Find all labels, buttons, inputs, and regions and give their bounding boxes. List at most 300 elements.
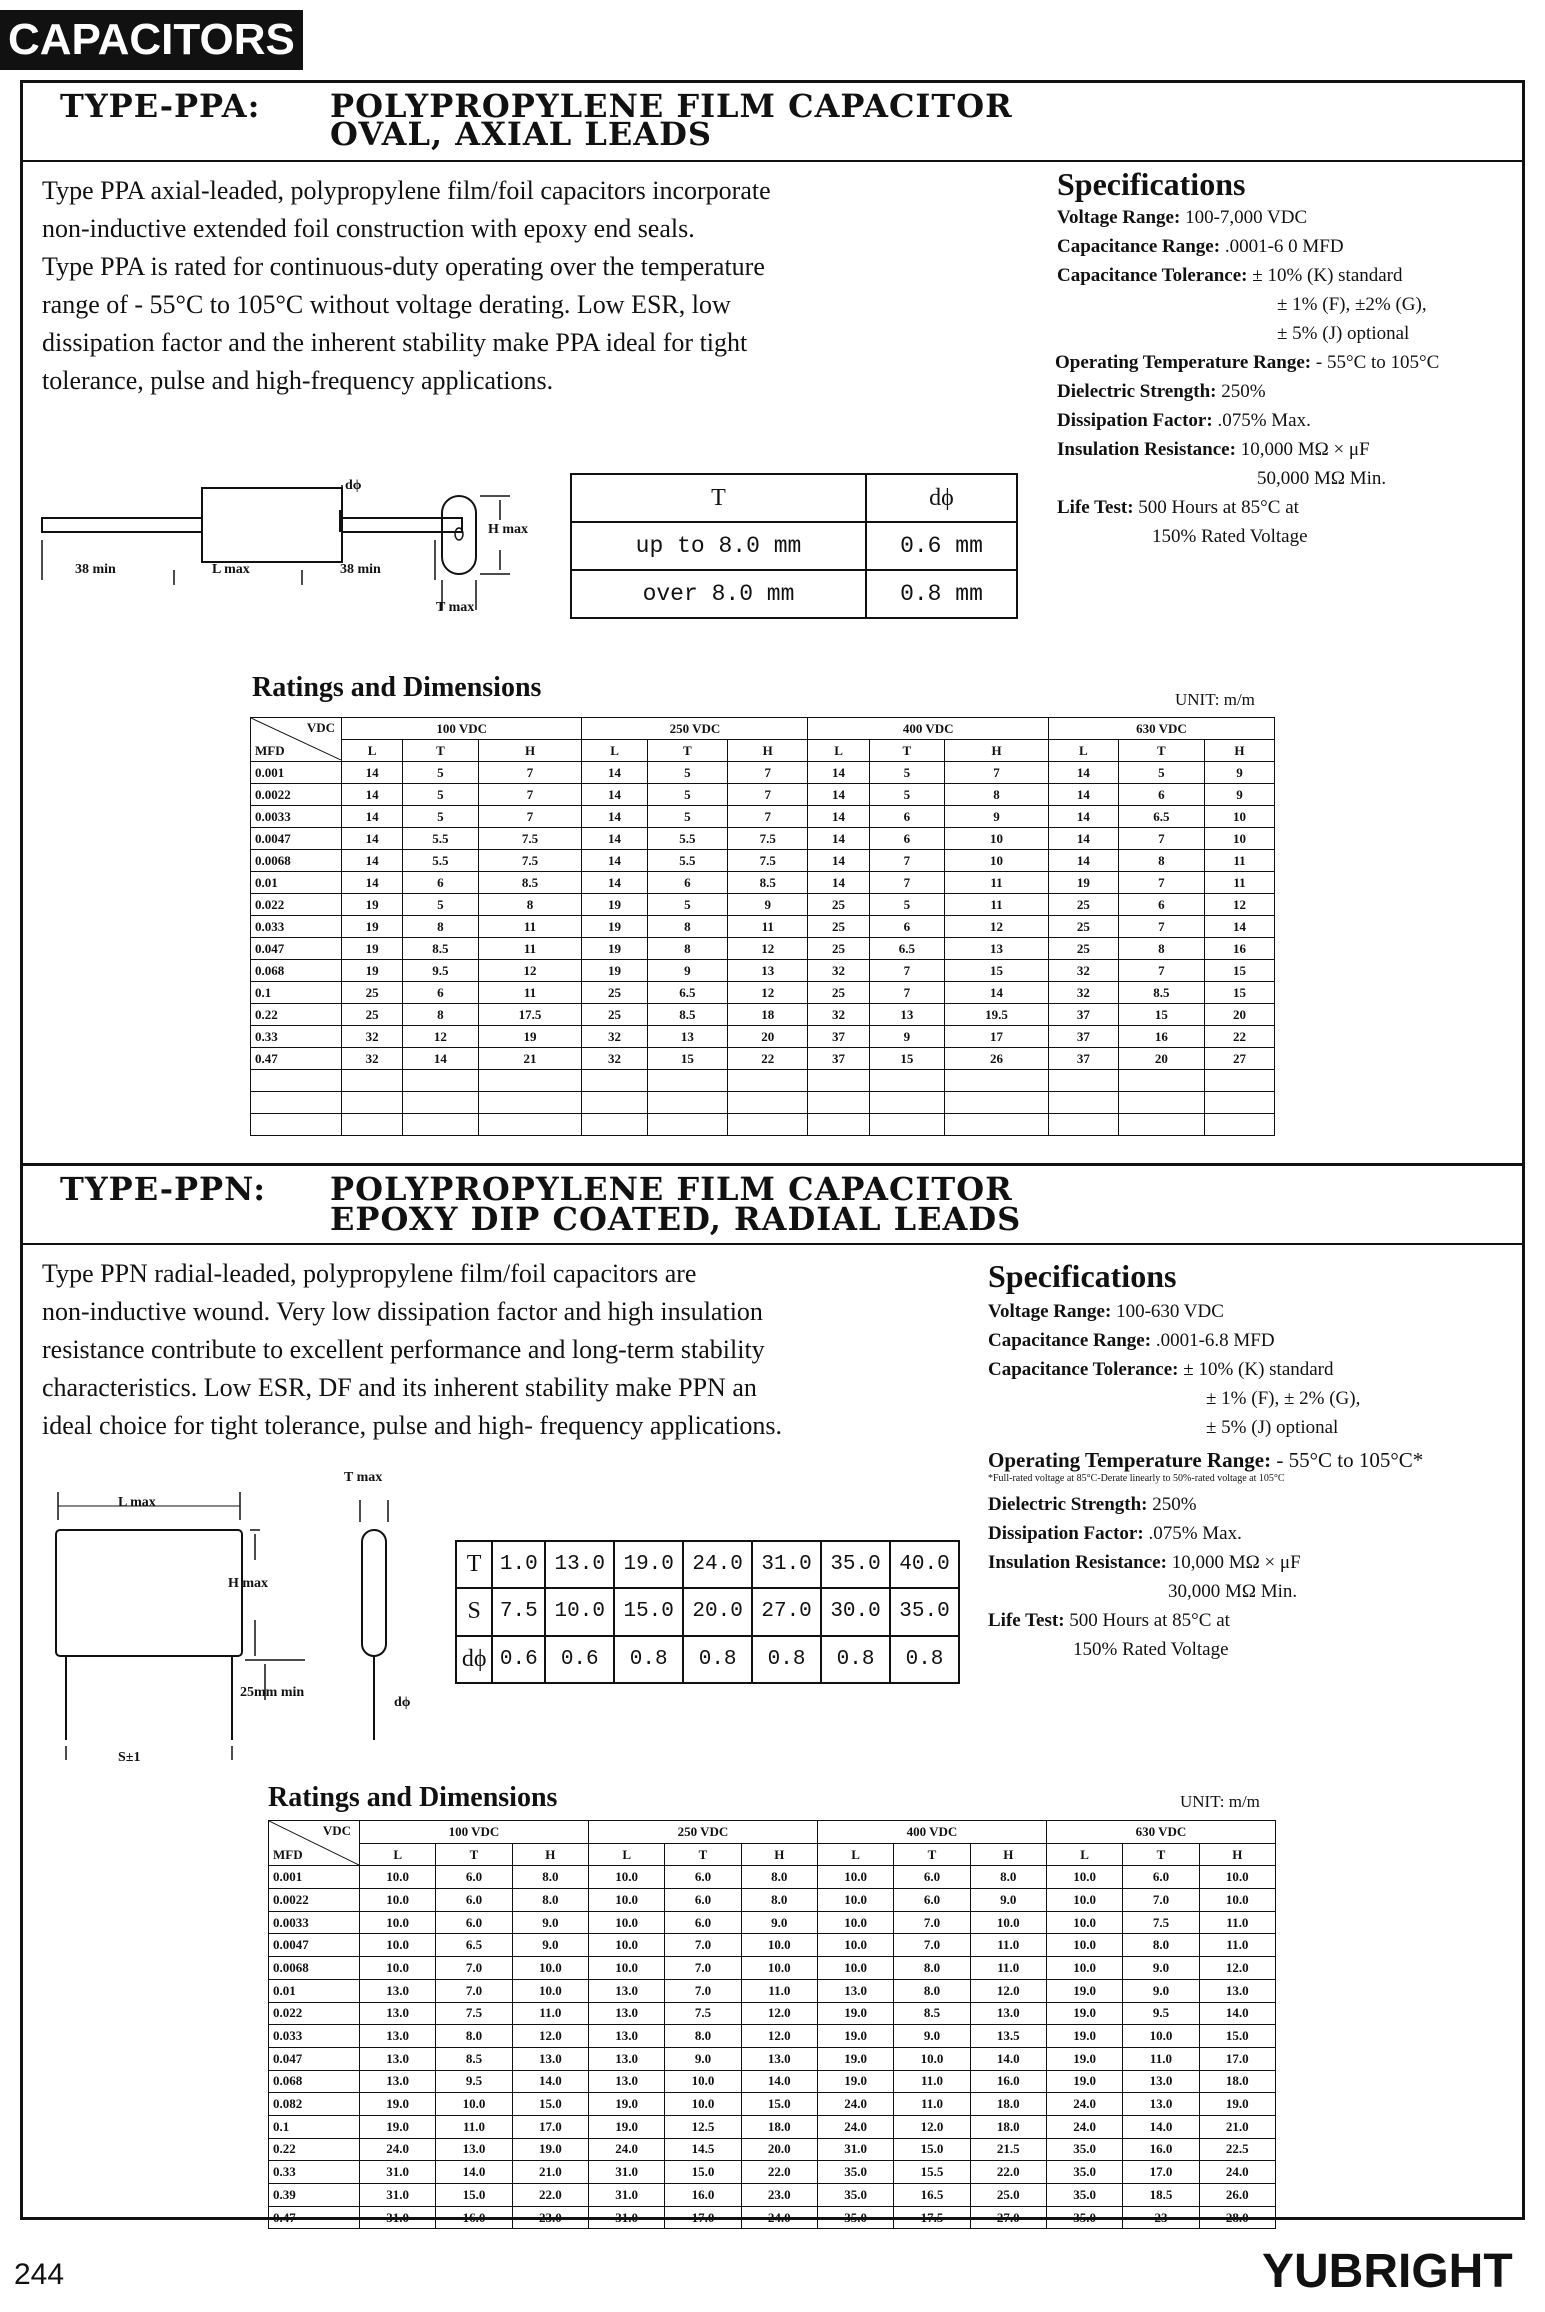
table-cell (647, 1114, 727, 1136)
table-cell (582, 1092, 647, 1114)
table-cell: 10.0 (588, 1957, 664, 1980)
column-header: H (741, 1843, 817, 1866)
table-row (251, 938, 1275, 960)
ppn-unit: UNIT: m/m (1180, 1792, 1260, 1811)
table-cell: 18.0 (970, 2115, 1046, 2138)
table-cell: 14 (342, 872, 403, 894)
ppa-ratings-table (250, 717, 1275, 1136)
table-cell: 9 (1204, 784, 1274, 806)
table-cell: 13.0 (817, 1979, 893, 2002)
table-cell: 6.0 (894, 1889, 970, 1912)
table-cell: 32 (1048, 960, 1118, 982)
table-cell: 11.0 (894, 2093, 970, 2116)
table-cell (478, 1114, 582, 1136)
table-cell (1118, 1092, 1204, 1114)
text-line: ideal choice for tight tolerance, pulse and high- frequency applications. (42, 1411, 782, 1440)
brand-logo: YUBRIGHT (1262, 2245, 1513, 2298)
table-row (269, 1979, 1276, 2002)
table-cell: 8.0 (512, 1866, 588, 1889)
table-cell: 7.0 (894, 1934, 970, 1957)
table-cell (403, 1114, 478, 1136)
table-cell: 14 (582, 872, 647, 894)
table-cell: 10.0 (817, 1911, 893, 1934)
table-cell: 7 (869, 850, 944, 872)
table-row (269, 2161, 1276, 2184)
table-cell: 5 (1118, 762, 1204, 784)
ppn-hmax-label: H max (228, 1576, 269, 1591)
table-cell: 12.0 (894, 2115, 970, 2138)
ppa-spec-list (1057, 203, 1527, 551)
corner-mfd: MFD (273, 1847, 303, 1863)
table-cell: 22.0 (970, 2161, 1046, 2184)
table-cell: 27.0 (970, 2206, 1046, 2229)
table-cell: 15.0 (1199, 2025, 1275, 2048)
table-cell: 25 (582, 982, 647, 1004)
divider (20, 1243, 1525, 1245)
table-cell: 11.0 (970, 1934, 1046, 1957)
ppa-title-line2: OVAL, AXIAL LEADS (330, 115, 712, 153)
table-header: T (571, 474, 866, 522)
table-cell: 10.0 (1199, 1866, 1275, 1889)
ppn-dphi-label: dϕ (394, 1695, 411, 1710)
table-cell: 31.0 (588, 2161, 664, 2184)
table-cell: 27 (1204, 1048, 1274, 1070)
table-cell: 19 (342, 960, 403, 982)
table-cell: 10.0 (1199, 1889, 1275, 1912)
table-cell: 19 (582, 960, 647, 982)
table-cell: 35.0 (1046, 2184, 1122, 2207)
table-cell: 7.5 (665, 2002, 741, 2025)
table-cell: 8.5 (403, 938, 478, 960)
table-cell: 10.0 (436, 2093, 512, 2116)
spec-row: Insulation Resistance: 10,000 MΩ × μF (988, 1552, 1301, 1573)
table-cell: 19 (478, 1026, 582, 1048)
table-cell: 31.0 (360, 2206, 436, 2229)
table-cell: 10.0 (817, 1866, 893, 1889)
table-cell: 10.0 (360, 1957, 436, 1980)
table-cell: 12 (1204, 894, 1274, 916)
table-cell: 14 (342, 762, 403, 784)
table-cell: 24.0 (817, 2115, 893, 2138)
table-row (251, 894, 1275, 916)
text-line: tolerance, pulse and high-frequency applications. (42, 366, 554, 395)
table-row (269, 2206, 1276, 2229)
table-cell: 14 (403, 1048, 478, 1070)
table-cell: 14 (582, 762, 647, 784)
spec-row: Capacitance Range: .0001-6.8 MFD (988, 1330, 1275, 1351)
column-header: H (1204, 740, 1274, 762)
table-cell: 37 (808, 1048, 869, 1070)
table-cell: 14 (1048, 762, 1118, 784)
table-cell: 22 (1204, 1026, 1274, 1048)
table-cell: 15 (647, 1048, 727, 1070)
table-cell: 8 (1118, 938, 1204, 960)
table-cell: 5 (403, 894, 478, 916)
table-cell: 35.0 (817, 2161, 893, 2184)
table-cell: 11 (478, 916, 582, 938)
corner-vdc: VDC (306, 720, 335, 735)
table-cell: 7 (869, 960, 944, 982)
table-cell: 10 (1204, 806, 1274, 828)
table-cell: 14 (342, 850, 403, 872)
table-cell: 37 (1048, 1026, 1118, 1048)
table-cell: 19 (342, 916, 403, 938)
table-cell: 35.0 (817, 2184, 893, 2207)
table-cell: 12.0 (741, 2002, 817, 2025)
table-cell: 30.0 (821, 1588, 890, 1635)
column-header: H (512, 1843, 588, 1866)
table-cell: 9.5 (436, 2070, 512, 2093)
table-cell: 0.8 mm (866, 570, 1017, 618)
table-cell: 9 (727, 894, 807, 916)
table-cell (403, 1092, 478, 1114)
column-header: L (817, 1843, 893, 1866)
ppa-dphi-label: dϕ (345, 478, 362, 493)
table-cell: 10.0 (817, 1957, 893, 1980)
mfd-cell: 0.047 (251, 938, 342, 960)
table-cell: 31.0 (752, 1541, 821, 1588)
table-cell: 7.5 (492, 1588, 545, 1635)
table-cell: 10.0 (588, 1889, 664, 1912)
table-cell: 5.5 (403, 850, 478, 872)
spec-row: ± 5% (J) optional (1206, 1417, 1339, 1438)
table-cell: 7.0 (665, 1979, 741, 2002)
voltage-header: 100 VDC (342, 718, 582, 740)
table-cell: 13.0 (588, 2047, 664, 2070)
table-cell: 19.0 (817, 2047, 893, 2070)
table-cell: 6.0 (436, 1866, 512, 1889)
table-cell: 20 (1118, 1048, 1204, 1070)
table-cell: 19.5 (945, 1004, 1049, 1026)
table-cell: 7 (945, 762, 1049, 784)
table-row (251, 982, 1275, 1004)
mfd-cell: 0.068 (251, 960, 342, 982)
table-cell: 7 (1118, 828, 1204, 850)
table-cell (582, 1114, 647, 1136)
table-cell: 14.0 (1123, 2115, 1199, 2138)
table-row (269, 2047, 1276, 2070)
table-cell: 13.0 (1199, 1979, 1275, 2002)
column-header: L (808, 740, 869, 762)
table-cell: 10.0 (360, 1866, 436, 1889)
table-cell: 9.5 (1123, 2002, 1199, 2025)
table-cell: 10 (1204, 828, 1274, 850)
table-cell: 7.0 (894, 1911, 970, 1934)
voltage-header: 400 VDC (808, 718, 1048, 740)
table-cell: 19.0 (1046, 2070, 1122, 2093)
table-cell: 5.5 (647, 850, 727, 872)
ppa-type-label: TYPE-PPA: (60, 87, 261, 125)
table-cell: 7.5 (478, 828, 582, 850)
table-cell: 14 (1048, 806, 1118, 828)
table-cell: over 8.0 mm (571, 570, 866, 618)
corner-mfd: MFD (255, 743, 285, 758)
table-cell: 15.0 (436, 2184, 512, 2207)
table-cell: 14 (945, 982, 1049, 1004)
table-cell: 8 (403, 1004, 478, 1026)
mfd-cell: 0.01 (251, 872, 342, 894)
table-cell: 16.0 (436, 2206, 512, 2229)
table-cell: 5 (647, 894, 727, 916)
table-cell: 10.0 (588, 1934, 664, 1957)
ppn-spec-title: Specifications (988, 1258, 1177, 1294)
mfd-cell: 0.068 (269, 2070, 360, 2093)
table-cell: 14 (582, 806, 647, 828)
mfd-cell: 0.047 (269, 2047, 360, 2070)
spec-row: 30,000 MΩ Min. (1168, 1581, 1298, 1602)
table-cell: 22.5 (1199, 2138, 1275, 2161)
table-row (269, 1957, 1276, 1980)
table-cell: 9.0 (970, 1889, 1046, 1912)
spec-row: Operating Temperature Range: - 55°C to 105°C* (988, 1448, 1424, 1472)
table-cell: 19 (342, 938, 403, 960)
table-cell: 15 (869, 1048, 944, 1070)
table-cell: 37 (1048, 1048, 1118, 1070)
table-cell: 19.0 (1046, 2002, 1122, 2025)
mfd-cell: 0.0033 (251, 806, 342, 828)
voltage-header: 250 VDC (582, 718, 808, 740)
table-cell (647, 1092, 727, 1114)
column-header: T (665, 1843, 741, 1866)
mfd-cell: 0.0022 (251, 784, 342, 806)
table-cell (945, 1070, 1049, 1092)
table-cell: 8 (478, 894, 582, 916)
divider (20, 160, 1525, 162)
table-cell: 6 (1118, 894, 1204, 916)
table-row (269, 2138, 1276, 2161)
ppn-ratings-table (268, 1820, 1276, 2229)
table-cell: 7.0 (1123, 1889, 1199, 1912)
table-cell: 14 (808, 828, 869, 850)
row-header: S (456, 1588, 492, 1635)
table-cell: 19 (1048, 872, 1118, 894)
table-cell: 8.0 (741, 1866, 817, 1889)
ppn-lmax-label: L max (118, 1495, 156, 1510)
table-row (251, 1114, 1275, 1136)
table-cell: 24.0 (741, 2206, 817, 2229)
table-cell: 13.0 (588, 2002, 664, 2025)
table-cell: 11.0 (512, 2002, 588, 2025)
table-cell: 14.5 (665, 2138, 741, 2161)
table-cell: 5 (403, 784, 478, 806)
table-cell: 8 (647, 916, 727, 938)
table-cell: 18.0 (1199, 2070, 1275, 2093)
table-row (269, 2115, 1276, 2138)
table-cell: 7.0 (665, 1957, 741, 1980)
table-cell: 35.0 (1046, 2138, 1122, 2161)
table-cell: 14 (582, 828, 647, 850)
table-cell: 6.0 (665, 1866, 741, 1889)
table-cell: 17.0 (1123, 2161, 1199, 2184)
table-cell: 13.0 (1123, 2093, 1199, 2116)
table-cell: 24.0 (360, 2138, 436, 2161)
text-line: Type PPA is rated for continuous-duty operating over the temperature (42, 252, 765, 281)
table-cell: 9.5 (403, 960, 478, 982)
column-header: T (647, 740, 727, 762)
table-cell: 23.0 (741, 2184, 817, 2207)
table-cell: 32 (808, 1004, 869, 1026)
table-cell: 9 (945, 806, 1049, 828)
table-cell: 19.0 (1046, 2047, 1122, 2070)
voltage-header: 630 VDC (1048, 718, 1274, 740)
table-cell: 10.0 (741, 1934, 817, 1957)
table-cell: 24.0 (588, 2138, 664, 2161)
ppa-body-label: L max (212, 562, 250, 577)
table-cell: 15 (1118, 1004, 1204, 1026)
table-cell: 10.0 (1123, 2025, 1199, 2048)
table-cell: 18.0 (970, 2093, 1046, 2116)
table-cell: 31.0 (588, 2206, 664, 2229)
table-cell (727, 1070, 807, 1092)
table-cell: 17.5 (478, 1004, 582, 1026)
table-cell: 10.0 (1046, 1866, 1122, 1889)
table-cell: 14 (582, 784, 647, 806)
table-cell: 24.0 (817, 2093, 893, 2116)
table-cell: 11.0 (1199, 1911, 1275, 1934)
table-cell: 35.0 (890, 1588, 959, 1635)
table-cell: 8 (945, 784, 1049, 806)
table-cell: 17.0 (512, 2115, 588, 2138)
table-cell: 25 (1048, 894, 1118, 916)
table-row (251, 828, 1275, 850)
column-header: T (436, 1843, 512, 1866)
table-cell: 10.0 (970, 1911, 1046, 1934)
column-header: H (478, 740, 582, 762)
table-cell: 10.0 (1046, 1889, 1122, 1912)
table-row (251, 872, 1275, 894)
mfd-cell (251, 1092, 342, 1114)
table-cell: 14 (1048, 784, 1118, 806)
ppn-radial-diagram (40, 1460, 440, 1780)
table-cell: 6 (869, 806, 944, 828)
table-cell: 19.0 (1199, 2093, 1275, 2116)
table-cell: 13 (647, 1026, 727, 1048)
mfd-cell: 0.0047 (269, 1934, 360, 1957)
column-header: L (1046, 1843, 1122, 1866)
table-cell (727, 1092, 807, 1114)
table-cell: 6.5 (869, 938, 944, 960)
mfd-cell: 0.01 (269, 1979, 360, 2002)
table-cell: 10.0 (360, 1911, 436, 1934)
corner-cell (269, 1821, 360, 1866)
table-cell: 9 (869, 1026, 944, 1048)
table-cell: 19.0 (512, 2138, 588, 2161)
table-cell: 20 (727, 1026, 807, 1048)
spec-row: Dielectric Strength: 250% (988, 1494, 1197, 1515)
table-cell: 14 (1204, 916, 1274, 938)
table-cell: 14 (342, 784, 403, 806)
table-cell: 6 (1118, 784, 1204, 806)
table-cell: 13.0 (1123, 2070, 1199, 2093)
table-cell: 11 (478, 938, 582, 960)
table-cell: 8.5 (647, 1004, 727, 1026)
ppn-ratings-title: Ratings and Dimensions (268, 1782, 558, 1813)
text-line: range of - 55°C to 105°C without voltage derating. Low ESR, low (42, 290, 731, 319)
ppa-description (42, 172, 1042, 400)
mfd-cell (251, 1070, 342, 1092)
table-cell (1204, 1114, 1274, 1136)
column-header: T (1123, 1843, 1199, 1866)
ppn-title-line2: EPOXY DIP COATED, RADIAL LEADS (330, 1200, 1022, 1238)
mfd-cell: 0.082 (269, 2093, 360, 2116)
text-line: non-inductive extended foil construction with epoxy end seals. (42, 214, 695, 243)
spec-row: Dielectric Strength: 250% (1057, 381, 1266, 402)
table-cell: 10.0 (1046, 1934, 1122, 1957)
mfd-cell: 0.033 (269, 2025, 360, 2048)
table-cell: 11 (478, 982, 582, 1004)
table-cell: 19 (582, 894, 647, 916)
table-cell: 17.0 (665, 2206, 741, 2229)
table-cell (808, 1092, 869, 1114)
text-line: resistance contribute to excellent performance and long-term stability (42, 1335, 765, 1364)
table-cell: 8 (1118, 850, 1204, 872)
table-cell (1048, 1070, 1118, 1092)
table-cell: 18.0 (741, 2115, 817, 2138)
mfd-cell: 0.33 (251, 1026, 342, 1048)
row-header: dϕ (456, 1636, 492, 1683)
table-cell: 11 (1204, 872, 1274, 894)
text-line: non-inductive wound. Very low dissipation factor and high insulation (42, 1297, 763, 1326)
table-row (269, 2093, 1276, 2116)
ppa-lead2-label: 38 min (340, 562, 381, 577)
ppa-hmax-label: H max (488, 522, 529, 537)
spec-row: Operating Temperature Range: - 55°C to 105°C (1055, 352, 1440, 373)
text-line: dissipation factor and the inherent stability make PPA ideal for tight (42, 328, 748, 357)
table-cell: 25 (342, 1004, 403, 1026)
mfd-cell: 0.0033 (269, 1911, 360, 1934)
table-cell: 6.0 (665, 1911, 741, 1934)
table-cell: 16 (1118, 1026, 1204, 1048)
table-cell: 19 (342, 894, 403, 916)
mfd-cell: 0.022 (269, 2002, 360, 2025)
table-cell (1048, 1114, 1118, 1136)
table-cell: 31.0 (360, 2161, 436, 2184)
table-cell: 19.0 (614, 1541, 683, 1588)
table-cell: 14 (808, 872, 869, 894)
table-cell: 7 (1118, 872, 1204, 894)
mfd-cell: 0.47 (251, 1048, 342, 1070)
table-cell: 10.0 (817, 1889, 893, 1912)
table-cell: 8.0 (665, 2025, 741, 2048)
table-cell: 25 (582, 1004, 647, 1026)
table-cell: 6.5 (647, 982, 727, 1004)
table-cell: 10.0 (817, 1934, 893, 1957)
voltage-header: 100 VDC (360, 1821, 589, 1844)
table-cell: 19.0 (588, 2093, 664, 2116)
ppn-type-label: TYPE-PPN: (60, 1170, 267, 1208)
table-cell: 10.0 (360, 1889, 436, 1912)
table-cell: 32 (1048, 982, 1118, 1004)
spec-row: ± 1% (F), ±2% (G), (1277, 294, 1427, 315)
table-cell: 27.0 (752, 1588, 821, 1635)
spec-row: 150% Rated Voltage (1073, 1639, 1229, 1660)
table-cell: 15 (1204, 960, 1274, 982)
table-cell: 11.0 (970, 1957, 1046, 1980)
table-row (251, 806, 1275, 828)
table-row (251, 1004, 1275, 1026)
table-cell: 16 (1204, 938, 1274, 960)
table-cell: 10.0 (360, 1934, 436, 1957)
table-cell: 13.0 (970, 2002, 1046, 2025)
table-cell: 13.0 (360, 2047, 436, 2070)
table-cell: 0.8 (614, 1636, 683, 1683)
mfd-cell: 0.0068 (251, 850, 342, 872)
table-cell: 7 (869, 872, 944, 894)
column-header: H (945, 740, 1049, 762)
column-header: T (869, 740, 944, 762)
table-row (251, 784, 1275, 806)
table-cell: 13.5 (970, 2025, 1046, 2048)
